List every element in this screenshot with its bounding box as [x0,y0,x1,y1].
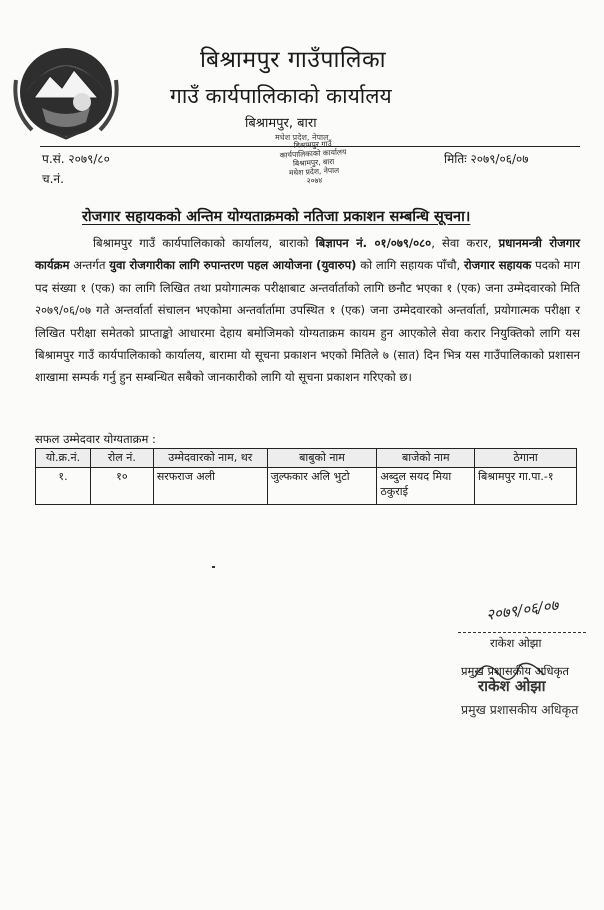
municipality-title: बिश्रामपुर गाउँपालिका [200,47,387,73]
notice-date: मितिः २०७९/०६/०७ [444,152,529,166]
header-grandfather-name: बाजेको नाम [377,449,475,468]
table-row [36,468,577,505]
notice-subject: रोजगार सहायकको अन्तिम योग्यताक्रमको नतिजा प्रकाशन सम्बन्धि सूचना। [82,209,471,225]
results-table-title: सफल उम्मेदवार योग्यताक्रम : [35,432,156,446]
handwritten-date-signature: २०७९/०६/०७ [485,596,560,624]
cell-address: बिश्रामपुर गा.पा.-१ [475,468,577,505]
office-address: बिश्रामपुर, बारा [245,116,317,131]
header-serial: यो.क्र.नं. [36,449,91,468]
header-roll: रोल नं. [90,449,153,468]
header-father-name: बाबुको नाम [267,449,377,468]
dispatch-number: च.नं. [42,172,64,186]
office-province: मधेश प्रदेश, नेपाल [275,133,329,142]
cell-candidate-name: सरफराज अली [153,468,267,505]
office-title: गाउँ कार्यपालिकाको कार्यालय [170,84,392,108]
cell-roll: १० [90,468,153,505]
results-table [35,448,577,505]
reference-number: प.सं. २०७९/८० [42,152,110,166]
stray-mark [212,566,215,568]
signatory-name: राकेश ओझा [490,636,542,650]
signature-stamp-post: प्रमुख प्रशासकीय अधिकृत [461,702,579,717]
cell-grandfather-name: अब्दुल सयद मिया ठकुराई [377,468,475,505]
cell-serial: १. [36,468,91,505]
municipality-emblem-logo [12,40,120,140]
signature-line [458,632,586,633]
signature-stamp-name: राकेश ओझा [478,677,546,695]
office-stamp: बिश्रामपुर गाउँ कार्यपालिकाको कार्यालय बिश्रामपुर, बारा मधेश प्रदेश, नेपाल २०७४ [279,139,347,186]
header-candidate-name: उम्मेदवारको नाम, थर [153,449,267,468]
signatory-post: प्रमुख प्रशासकीय अधिकृत [461,664,569,678]
cell-father-name: जुल्फकार अलि भुटो [267,468,377,505]
header-divider [40,146,580,147]
header-address: ठेगाना [475,449,577,468]
table-header-row [36,449,577,468]
notice-body: बिश्रामपुर गाउँ कार्यपालिकाको कार्यालय, बाराको बिज्ञापन नं. ०१/०७९/०८०, सेवा करार, प्रधानमन्त्री रोजगार कार्यक्रम अन्तर्गत युवा रोजगारीका लागि रुपान्तरण पहल आयोजना (युवारुप) को लागि सहायक पाँचौ, रोजगार सहायक पदको माग पद संख्या १ (एक) का लागि लिखित तथा प्रयोगात्मक परीक्षाबाट अन्तर्वार्ताको लागि छनौट भएका १ (एक) जना उम्मेदवारको मिति २०७९/०६/०७ गते अन्तर्वार्ता संचालन भएकोमा अन्तर्वार्तामा उपस्थित १ (एक) जना उम्मेदवारको अन्तर्वार्ता, प्रयोगात्मक परीक्षा र लिखित परीक्षा समेतको प्राप्ताङ्को आधारमा देहाय बमोजिमको योग्यताक्रम कायम हुन आएकोले सेवा करार नियुक्तिको लागि यस बिश्रामपुर गाउँ कार्यपालिकाको कार्यालय, बारामा यो सूचना प्रकाशन भएको मितिले ७ (सात) दिन भित्र यस गाउँपालिकाको प्रशासन शाखामा सम्पर्क गर्नु हुन सम्बन्धित सबैको जानकारीको लागि यो सूचना प्रकाशन गरिएको छ। [35,236,581,385]
